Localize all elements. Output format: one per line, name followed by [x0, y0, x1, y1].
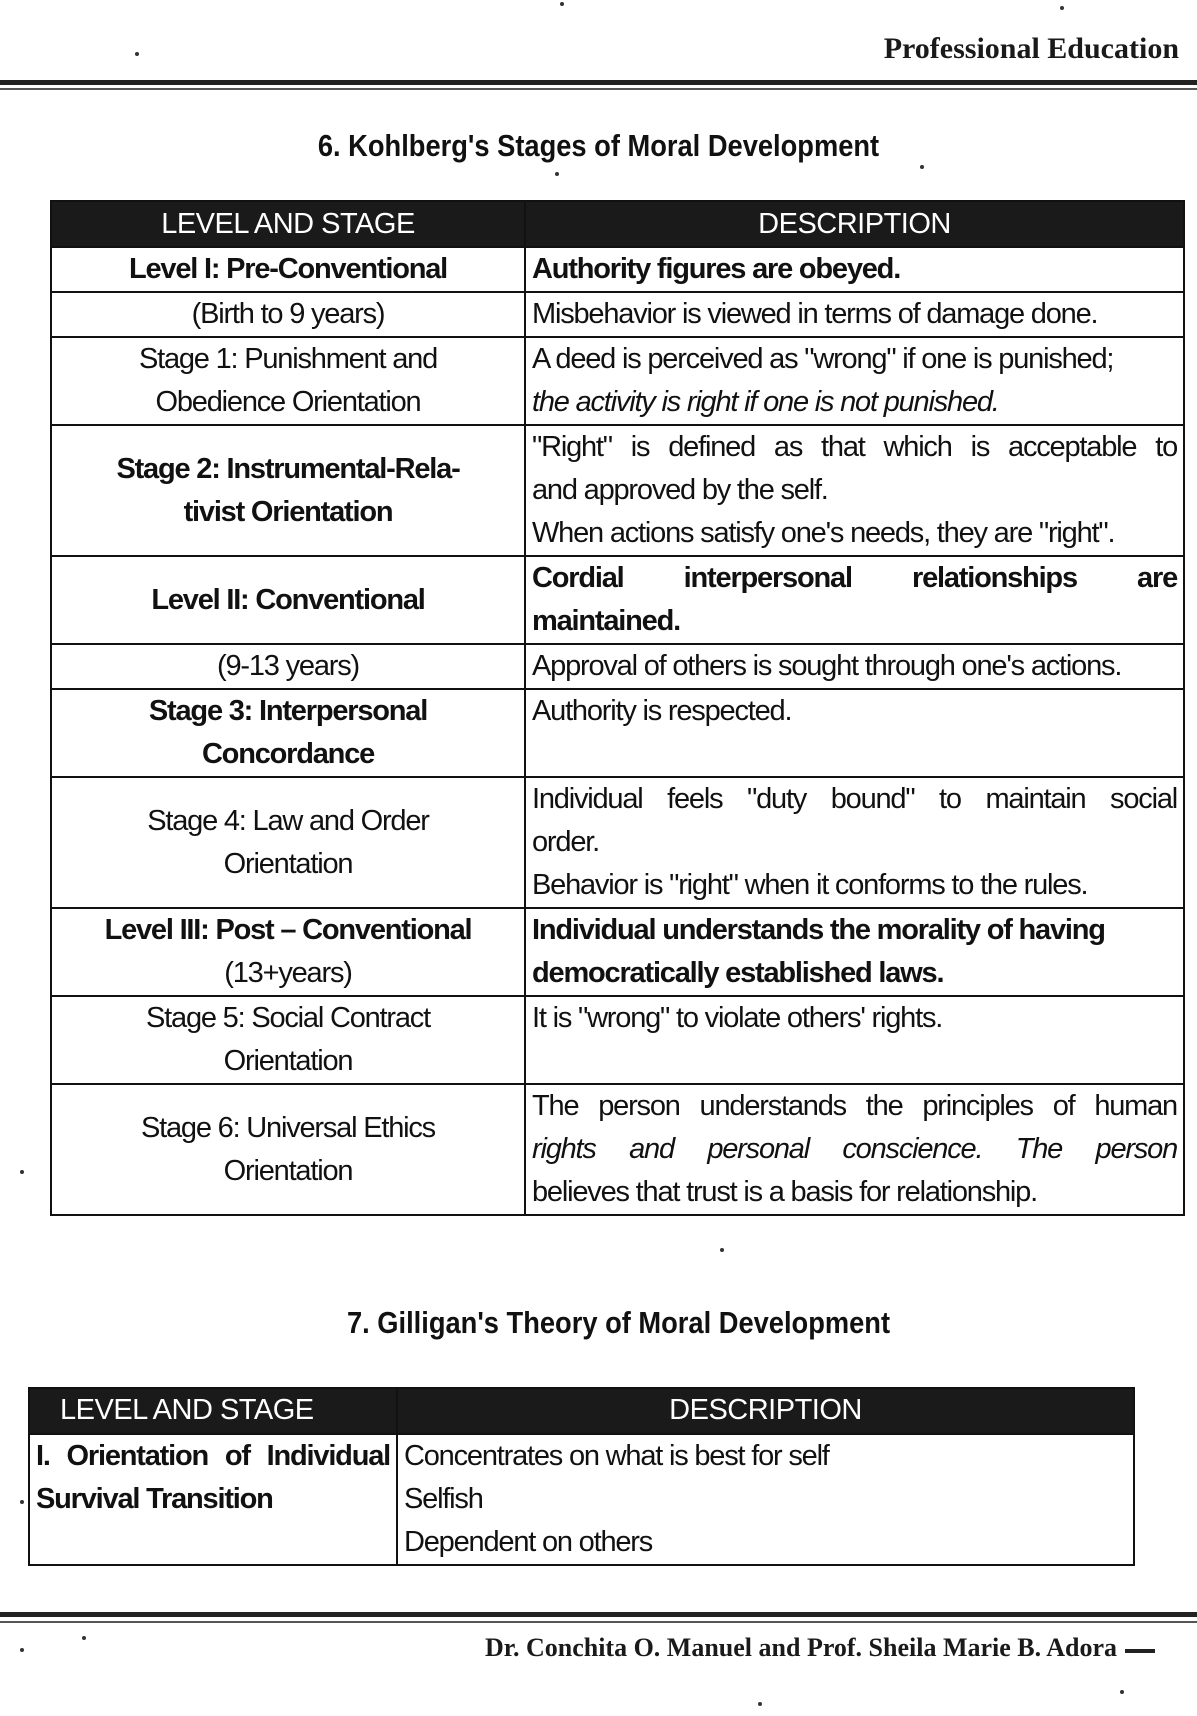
description-text: A deed is perceived as "wrong" if one is punished; — [532, 343, 1114, 375]
table-row — [51, 689, 1184, 777]
stage-text: Stage 6: Universal Ethics — [141, 1111, 435, 1144]
col-header-level: LEVEL AND STAGE — [29, 1388, 397, 1434]
table-header-row — [29, 1388, 1134, 1434]
header-rule-thin — [0, 88, 1197, 90]
footer-rule — [0, 1612, 1197, 1617]
description-cell — [525, 996, 1184, 1084]
description-text: Approval of others is sought through one's actions. — [532, 650, 1122, 682]
scan-speck — [758, 1702, 762, 1706]
scan-speck — [82, 1636, 86, 1640]
col-header-description: DESCRIPTION — [525, 201, 1184, 247]
table-row — [51, 425, 1184, 556]
description-cell — [525, 556, 1184, 644]
description-text: democratically established laws. — [532, 957, 944, 989]
stage-text: Stage 1: Punishment and — [138, 343, 438, 375]
stage-text: Orientation — [223, 1045, 353, 1077]
stage-text: (Birth to 9 years) — [191, 298, 385, 330]
stage-text: Obedience Orientation — [155, 386, 421, 418]
description-text: rights and personal conscience. The person — [532, 1133, 1177, 1165]
scan-speck — [20, 1500, 24, 1504]
description-text: Individual feels "duty bound" to maintain social — [532, 783, 1177, 815]
stage-text: Stage 2: Instrumental-Rela- — [116, 452, 460, 485]
description-text: When actions satisfy one's needs, they are "right". — [532, 517, 1115, 549]
description-text: maintained. — [532, 605, 680, 637]
kohlberg-table — [50, 200, 1185, 1216]
scan-speck — [135, 52, 139, 56]
stage-text: Level II: Conventional — [151, 583, 425, 616]
table-row — [51, 337, 1184, 425]
gilligan-table — [28, 1387, 1135, 1566]
description-text: The person understands the principles of human — [532, 1090, 1177, 1122]
description-text: Behavior is "right" when it conforms to the rules. — [532, 869, 1088, 901]
stage-text: Level I: Pre-Conventional — [128, 253, 448, 285]
description-text: and approved by the self. — [532, 474, 828, 506]
footer-dash — [1125, 1649, 1155, 1653]
stage-cell — [51, 777, 525, 908]
description-cell — [525, 425, 1184, 556]
stage-cell — [51, 337, 525, 425]
table-row — [51, 556, 1184, 644]
stage-cell — [51, 644, 525, 689]
table-row — [51, 777, 1184, 908]
stage-text: Orientation — [223, 847, 353, 880]
stage-text: (13+years) — [224, 957, 352, 989]
stage-cell: I. Orientation of Individual Survival Transition — [29, 1434, 397, 1565]
description-cell — [525, 689, 1184, 777]
description-text: Cordial interpersonal relationships are — [532, 562, 1177, 594]
description-text: "Right" is defined as that which is acceptable to — [532, 431, 1177, 463]
stage-text: Stage 3: Interpersonal — [148, 695, 428, 727]
stage-text: Orientation — [223, 1154, 353, 1187]
footer-authors: Dr. Conchita O. Manuel and Prof. Sheila Marie B. Adora — [485, 1633, 1117, 1662]
stage-text: (9-13 years) — [217, 650, 359, 682]
scan-speck — [555, 172, 559, 176]
gilligan-title: 7. Gilligan's Theory of Moral Development — [346, 1305, 891, 1340]
description-cell — [525, 337, 1184, 425]
description-text: Misbehavior is viewed in terms of damage done. — [532, 298, 1098, 330]
description-text: It is "wrong" to violate others' rights. — [532, 1002, 943, 1034]
stage-cell — [51, 689, 525, 777]
stage-cell — [51, 425, 525, 556]
stage-text: tivist Orientation — [183, 495, 393, 528]
scan-speck — [1060, 6, 1064, 10]
description-text: believes that trust is a basis for relationship. — [532, 1176, 1037, 1208]
description-text: Individual understands the morality of having — [532, 914, 1105, 946]
description-text: order. — [532, 826, 599, 858]
table-row — [51, 996, 1184, 1084]
scan-speck — [720, 1248, 724, 1252]
kohlberg-title: 6. Kohlberg's Stages of Moral Development — [317, 128, 880, 163]
stage-cell — [51, 1084, 525, 1215]
scan-speck — [560, 2, 564, 6]
stage-text: Level III: Post – Conventional — [104, 914, 472, 946]
description-cell — [525, 777, 1184, 908]
table-row — [51, 247, 1184, 292]
stage-text: Stage 5: Social Contract — [146, 1002, 430, 1034]
stage-text: Concordance — [201, 738, 375, 770]
table-row — [29, 1434, 1134, 1565]
stage-cell — [51, 996, 525, 1084]
stage-cell — [51, 247, 525, 292]
running-head: Professional Education — [883, 32, 1179, 65]
table-row — [51, 644, 1184, 689]
col-header-description: DESCRIPTION — [397, 1388, 1134, 1434]
description-text: Authority figures are obeyed. — [532, 253, 901, 285]
col-header-level: LEVEL AND STAGE — [51, 201, 525, 247]
footer-rule-thin — [0, 1621, 1197, 1623]
scan-speck — [1120, 1690, 1124, 1694]
description-cell — [525, 292, 1184, 337]
description-cell — [397, 1434, 1134, 1565]
header-rule — [0, 80, 1197, 85]
scan-speck — [20, 1170, 24, 1174]
table-row — [51, 1084, 1184, 1215]
description-text: Concentrates on what is best for self — [404, 1440, 829, 1472]
description-text: Dependent on others — [404, 1526, 653, 1558]
table-header-row — [51, 201, 1184, 247]
stage-cell — [51, 556, 525, 644]
scan-speck — [920, 165, 924, 169]
description-text: the activity is right if one is not punished. — [532, 386, 999, 418]
description-cell — [525, 644, 1184, 689]
description-cell — [525, 247, 1184, 292]
description-text: Authority is respected. — [532, 695, 792, 727]
stage-text: Stage 4: Law and Order — [147, 804, 429, 837]
description-cell — [525, 908, 1184, 996]
table-row — [51, 292, 1184, 337]
description-cell — [525, 1084, 1184, 1215]
description-text: Selfish — [404, 1483, 483, 1515]
stage-cell — [51, 292, 525, 337]
stage-cell — [51, 908, 525, 996]
scan-speck — [20, 1648, 24, 1652]
table-row — [51, 908, 1184, 996]
